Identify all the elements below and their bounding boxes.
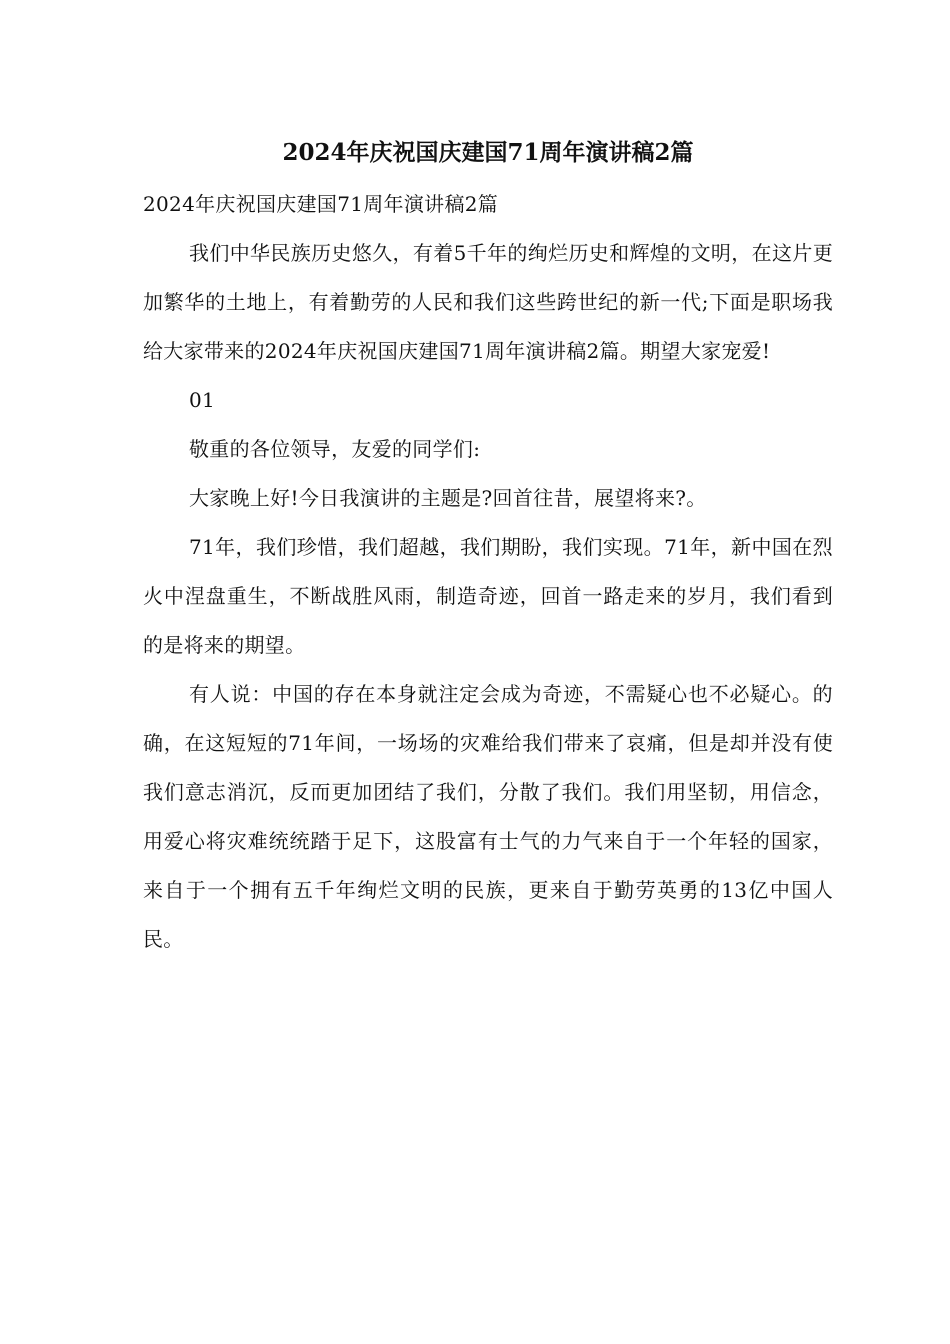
document-body [143,126,833,964]
document-title: 2024年庆祝国庆建国71周年演讲稿2篇 [282,139,694,166]
section-number: 01 [189,388,216,412]
salutation-paragraph: 敬重的各位领导，友爱的同学们: [189,437,481,461]
body-paragraph: 有人说：中国的存在本身就注定会成为奇迹，不需疑心也不必疑心。的确，在这短短的71年间，一场场的灾难给我们带来了哀痛，但是却并没有使我们意志消沉，反而更加团结了我们，分散了我们。我们用坚韧，用信念，用爱心将灾难统统踏于足下，这股富有士气的力气来自于一个年轻的国家，来自于一个拥有五千年绚烂文明的民族，更来自于勤劳英勇的13亿中国人民。 [143,682,833,951]
subtitle-paragraph: 2024年庆祝国庆建国71周年演讲稿2篇 [143,192,499,216]
body-paragraph: 71年，我们珍惜，我们超越，我们期盼，我们实现。71年，新中国在烈火中涅盘重生，不断战胜风雨，制造奇迹，回首一路走来的岁月，我们看到的是将来的期望。 [143,535,833,657]
greeting-paragraph: 大家晚上好!今日我演讲的主题是?回首往昔，展望将来?。 [189,486,707,510]
intro-paragraph: 我们中华民族历史悠久，有着5千年的绚烂历史和辉煌的文明，在这片更加繁华的土地上，有着勤劳的人民和我们这些跨世纪的新一代;下面是职场我给大家带来的2024年庆祝国庆建国71周年演讲稿2篇。期望大家宠爱! [143,241,833,363]
